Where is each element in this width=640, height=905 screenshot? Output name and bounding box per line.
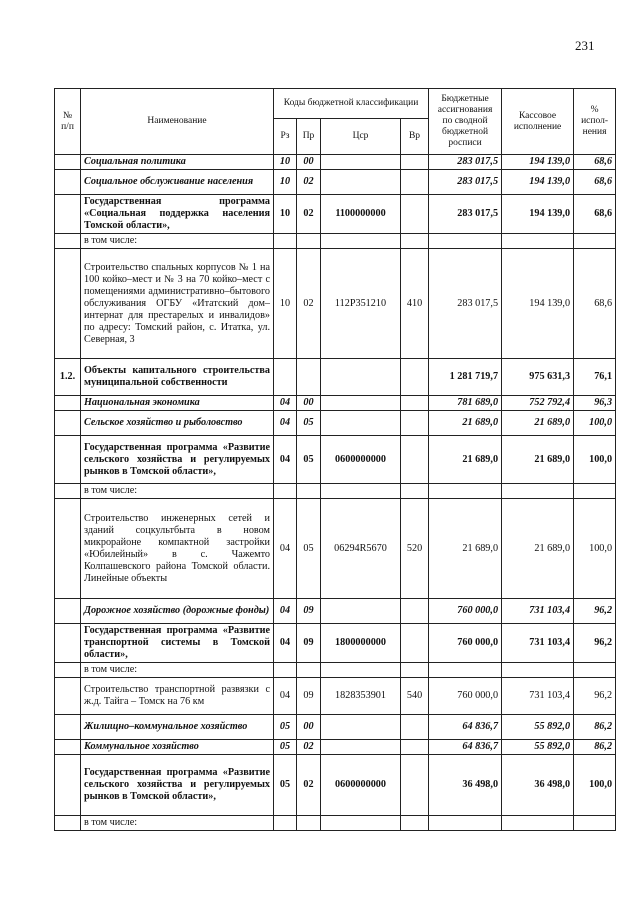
header-codes-group: Коды бюджетной классификации [274, 89, 429, 119]
row-cash-cell [502, 816, 574, 831]
table-row [55, 599, 616, 624]
row-assignments-cell: 283 017,5 [429, 195, 502, 234]
row-assignments-cell: 64 836,7 [429, 715, 502, 740]
row-cash-cell [502, 484, 574, 499]
table-row [55, 663, 616, 678]
row-csr-cell: 1828353901 [321, 678, 401, 715]
row-number-cell [55, 249, 81, 359]
row-number-cell [55, 170, 81, 195]
row-pr-cell: 09 [297, 678, 321, 715]
row-cash-cell [502, 663, 574, 678]
row-rz-cell: 05 [274, 715, 297, 740]
row-number-cell [55, 663, 81, 678]
row-rz-cell: 04 [274, 599, 297, 624]
row-assignments-cell: 1 281 719,7 [429, 359, 502, 396]
table-row [55, 484, 616, 499]
row-csr-cell [321, 816, 401, 831]
row-percent-cell: 86,2 [574, 740, 616, 755]
row-cash-cell: 752 792,4 [502, 396, 574, 411]
table-row [55, 816, 616, 831]
row-cash-cell: 731 103,4 [502, 599, 574, 624]
row-cash-cell: 21 689,0 [502, 436, 574, 484]
row-percent-cell: 76,1 [574, 359, 616, 396]
row-vr-cell [401, 436, 429, 484]
row-assignments-cell: 64 836,7 [429, 740, 502, 755]
row-assignments-cell: 283 017,5 [429, 249, 502, 359]
row-vr-cell: 410 [401, 249, 429, 359]
row-csr-cell [321, 740, 401, 755]
row-name-cell: Социальная политика [81, 155, 274, 170]
row-name-cell: Дорожное хозяйство (дорожные фонды) [81, 599, 274, 624]
row-percent-cell [574, 234, 616, 249]
row-rz-cell [274, 816, 297, 831]
header-percent: % испол-нения [574, 89, 616, 155]
row-pr-cell: 09 [297, 599, 321, 624]
row-csr-cell [321, 411, 401, 436]
row-csr-cell: 112Р351210 [321, 249, 401, 359]
table-row [55, 396, 616, 411]
table-row [55, 499, 616, 599]
row-csr-cell: 06294R5670 [321, 499, 401, 599]
table-row [55, 715, 616, 740]
row-rz-cell: 04 [274, 499, 297, 599]
row-vr-cell [401, 740, 429, 755]
table-row [55, 234, 616, 249]
header-vr: Вр [401, 119, 429, 155]
row-percent-cell: 96,2 [574, 678, 616, 715]
row-csr-cell [321, 715, 401, 740]
header-rz: Рз [274, 119, 297, 155]
row-vr-cell: 540 [401, 678, 429, 715]
row-csr-cell [321, 234, 401, 249]
header-name: Наименование [81, 89, 274, 155]
row-name-cell: в том числе: [81, 484, 274, 499]
row-cash-cell: 21 689,0 [502, 499, 574, 599]
row-percent-cell: 86,2 [574, 715, 616, 740]
row-rz-cell: 10 [274, 170, 297, 195]
row-percent-cell: 96,3 [574, 396, 616, 411]
row-cash-cell: 36 498,0 [502, 755, 574, 816]
row-pr-cell [297, 359, 321, 396]
row-rz-cell [274, 663, 297, 678]
row-percent-cell [574, 484, 616, 499]
row-pr-cell [297, 663, 321, 678]
row-number-cell [55, 234, 81, 249]
row-rz-cell: 05 [274, 755, 297, 816]
row-number-cell [55, 195, 81, 234]
row-number-cell [55, 155, 81, 170]
row-number-cell [55, 816, 81, 831]
row-number-cell [55, 411, 81, 436]
row-cash-cell: 194 139,0 [502, 195, 574, 234]
row-vr-cell [401, 624, 429, 663]
row-csr-cell [321, 663, 401, 678]
table-row [55, 624, 616, 663]
table-row [55, 740, 616, 755]
row-vr-cell [401, 155, 429, 170]
row-pr-cell: 02 [297, 755, 321, 816]
table-row [55, 436, 616, 484]
row-csr-cell [321, 396, 401, 411]
row-vr-cell [401, 396, 429, 411]
row-name-cell: Социальное обслуживание населения [81, 170, 274, 195]
row-assignments-cell [429, 816, 502, 831]
row-csr-cell [321, 170, 401, 195]
row-csr-cell: 1800000000 [321, 624, 401, 663]
row-pr-cell: 02 [297, 170, 321, 195]
row-rz-cell: 04 [274, 396, 297, 411]
row-pr-cell: 00 [297, 155, 321, 170]
row-assignments-cell [429, 484, 502, 499]
row-percent-cell: 100,0 [574, 755, 616, 816]
row-cash-cell: 55 892,0 [502, 715, 574, 740]
row-assignments-cell: 781 689,0 [429, 396, 502, 411]
table-row [55, 155, 616, 170]
row-number-cell [55, 396, 81, 411]
row-vr-cell [401, 411, 429, 436]
row-assignments-cell: 21 689,0 [429, 499, 502, 599]
row-name-cell: Жилищно–коммунальное хозяйство [81, 715, 274, 740]
header-csr: Цср [321, 119, 401, 155]
table-body [55, 155, 616, 831]
row-name-cell: Строительство транспортной развязки с ж.д. Тайга – Томск на 76 км [81, 678, 274, 715]
row-assignments-cell [429, 234, 502, 249]
row-cash-cell: 194 139,0 [502, 249, 574, 359]
row-csr-cell: 0600000000 [321, 755, 401, 816]
table-row [55, 170, 616, 195]
row-cash-cell: 731 103,4 [502, 678, 574, 715]
row-number-cell [55, 599, 81, 624]
row-assignments-cell: 760 000,0 [429, 599, 502, 624]
row-vr-cell [401, 599, 429, 624]
row-name-cell: Сельское хозяйство и рыболовство [81, 411, 274, 436]
row-assignments-cell: 760 000,0 [429, 678, 502, 715]
row-rz-cell: 04 [274, 411, 297, 436]
row-name-cell: в том числе: [81, 816, 274, 831]
row-name-cell: Объекты капитального строительства муниципальной собственности [81, 359, 274, 396]
row-percent-cell: 100,0 [574, 499, 616, 599]
row-pr-cell: 05 [297, 411, 321, 436]
row-pr-cell [297, 816, 321, 831]
row-csr-cell: 1100000000 [321, 195, 401, 234]
row-cash-cell: 194 139,0 [502, 170, 574, 195]
row-vr-cell [401, 816, 429, 831]
row-percent-cell [574, 816, 616, 831]
row-pr-cell [297, 484, 321, 499]
row-percent-cell: 68,6 [574, 249, 616, 359]
row-rz-cell: 10 [274, 249, 297, 359]
row-name-cell: Национальная экономика [81, 396, 274, 411]
row-vr-cell: 520 [401, 499, 429, 599]
row-rz-cell: 05 [274, 740, 297, 755]
row-pr-cell: 09 [297, 624, 321, 663]
row-assignments-cell: 760 000,0 [429, 624, 502, 663]
row-assignments-cell: 21 689,0 [429, 436, 502, 484]
row-vr-cell [401, 195, 429, 234]
row-assignments-cell: 21 689,0 [429, 411, 502, 436]
row-pr-cell: 00 [297, 715, 321, 740]
row-vr-cell [401, 170, 429, 195]
row-cash-cell: 731 103,4 [502, 624, 574, 663]
header-cash-execution: Кассовое исполнение [502, 89, 574, 155]
row-name-cell: в том числе: [81, 234, 274, 249]
row-rz-cell: 10 [274, 195, 297, 234]
row-csr-cell [321, 599, 401, 624]
row-pr-cell: 02 [297, 740, 321, 755]
row-percent-cell: 100,0 [574, 411, 616, 436]
row-assignments-cell [429, 663, 502, 678]
table-header [55, 89, 616, 155]
row-pr-cell: 02 [297, 195, 321, 234]
row-number-cell [55, 436, 81, 484]
row-cash-cell: 975 631,3 [502, 359, 574, 396]
row-pr-cell: 00 [297, 396, 321, 411]
row-csr-cell [321, 359, 401, 396]
row-csr-cell: 0600000000 [321, 436, 401, 484]
table-row [55, 359, 616, 396]
row-number-cell [55, 484, 81, 499]
header-assignments: Бюджетные ассигнования по сводной бюджетной росписи [429, 89, 502, 155]
row-rz-cell [274, 234, 297, 249]
row-number-cell [55, 624, 81, 663]
row-rz-cell [274, 484, 297, 499]
row-rz-cell: 04 [274, 624, 297, 663]
row-pr-cell: 02 [297, 249, 321, 359]
row-name-cell: Строительство спальных корпусов № 1 на 100 койко–мест и № 3 на 70 койко–мест с помещениями административно–бытового обслуживания ОГБУ «Итатский дом–интернат для престарелых и инвалидов» по адресу: Томский район, с. Итатка, ул. Северная, 3 [81, 249, 274, 359]
row-number-cell [55, 755, 81, 816]
row-vr-cell [401, 663, 429, 678]
row-name-cell: Государственная программа «Развитие сельского хозяйства и регулируемых рынков в Томской области», [81, 755, 274, 816]
row-csr-cell [321, 484, 401, 499]
row-csr-cell [321, 155, 401, 170]
row-rz-cell [274, 359, 297, 396]
row-name-cell: Государственная программа «Развитие сельского хозяйства и регулируемых рынков в Томской области», [81, 436, 274, 484]
row-percent-cell: 68,6 [574, 195, 616, 234]
row-vr-cell [401, 359, 429, 396]
row-number-cell [55, 678, 81, 715]
table-row [55, 249, 616, 359]
row-assignments-cell: 283 017,5 [429, 170, 502, 195]
row-percent-cell [574, 663, 616, 678]
table-row [55, 411, 616, 436]
row-assignments-cell: 283 017,5 [429, 155, 502, 170]
row-number-cell [55, 715, 81, 740]
row-number-cell [55, 499, 81, 599]
row-percent-cell: 100,0 [574, 436, 616, 484]
row-rz-cell: 10 [274, 155, 297, 170]
table-row [55, 678, 616, 715]
row-vr-cell [401, 484, 429, 499]
row-rz-cell: 04 [274, 436, 297, 484]
row-cash-cell [502, 234, 574, 249]
budget-table [54, 88, 616, 831]
row-name-cell: Строительство инженерных сетей и зданий соцкультбыта в новом микрорайоне компактной застройки «Юбилейный» в с. Чажемто Колпашевского района Томской области. Линейные объекты [81, 499, 274, 599]
row-pr-cell: 05 [297, 499, 321, 599]
row-number-cell: 1.2. [55, 359, 81, 396]
row-percent-cell: 96,2 [574, 599, 616, 624]
table-row [55, 755, 616, 816]
row-name-cell: Коммунальное хозяйство [81, 740, 274, 755]
row-name-cell: Государственная программа «Социальная поддержка населения Томской области», [81, 195, 274, 234]
row-vr-cell [401, 715, 429, 740]
row-percent-cell: 96,2 [574, 624, 616, 663]
row-cash-cell: 21 689,0 [502, 411, 574, 436]
row-name-cell: в том числе: [81, 663, 274, 678]
table-row [55, 195, 616, 234]
row-name-cell: Государственная программа «Развитие транспортной системы в Томской области», [81, 624, 274, 663]
row-vr-cell [401, 234, 429, 249]
row-pr-cell: 05 [297, 436, 321, 484]
header-pr: Пр [297, 119, 321, 155]
row-percent-cell: 68,6 [574, 170, 616, 195]
header-num: № п/п [55, 89, 81, 155]
page-number: 231 [575, 38, 595, 53]
row-vr-cell [401, 755, 429, 816]
row-pr-cell [297, 234, 321, 249]
row-cash-cell: 55 892,0 [502, 740, 574, 755]
row-cash-cell: 194 139,0 [502, 155, 574, 170]
row-assignments-cell: 36 498,0 [429, 755, 502, 816]
row-rz-cell: 04 [274, 678, 297, 715]
row-number-cell [55, 740, 81, 755]
row-percent-cell: 68,6 [574, 155, 616, 170]
